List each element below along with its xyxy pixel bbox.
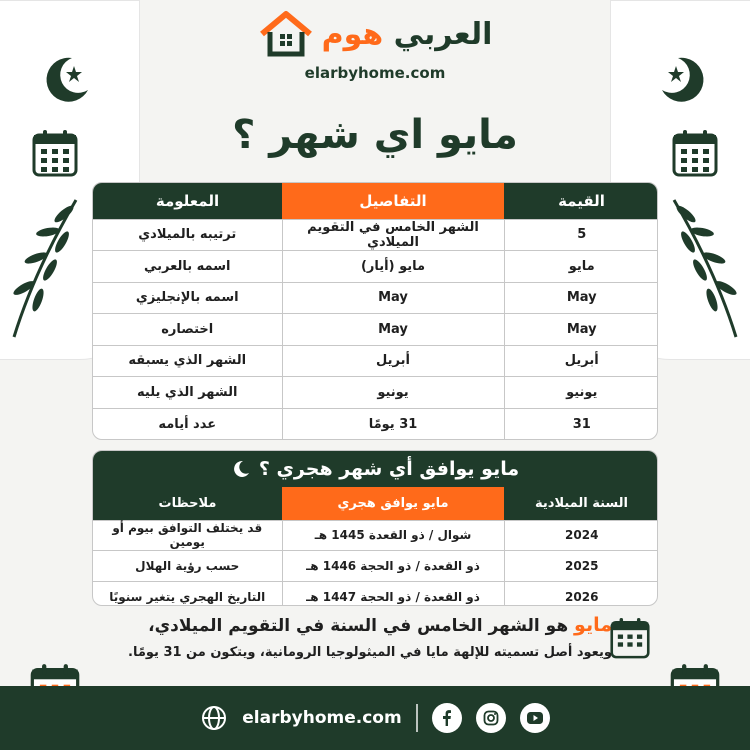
table-cell: ذو القعدة / ذو الحجة 1447 هـ <box>282 581 504 606</box>
table-cell: اسمه بالإنجليزي <box>93 282 282 314</box>
table-cell: 5 <box>504 219 658 251</box>
calendar-icon <box>610 616 650 660</box>
column-header-notes: ملاحظات <box>93 487 282 520</box>
column-header-details: التفاصيل <box>282 183 504 219</box>
column-header-hijri: مايو يوافق هجري <box>282 487 504 520</box>
table-row <box>93 282 658 314</box>
table-row <box>93 251 658 283</box>
footer <box>0 686 750 750</box>
footer-url[interactable]: elarbyhome.com <box>242 708 402 728</box>
table-cell: أبريل <box>282 345 504 377</box>
brand-name <box>322 17 493 52</box>
table-cell: الشهر الذي يليه <box>93 377 282 409</box>
hijri-table-title-text: مايو يوافق أي شهر هجري ؟ <box>258 458 520 480</box>
crescent-icon <box>231 459 251 479</box>
table-cell: يونيو <box>504 377 658 409</box>
instagram-icon[interactable] <box>476 703 506 733</box>
hijri-table <box>92 450 658 606</box>
page-title: مايو اي شهر ؟ <box>232 112 518 158</box>
table-cell: May <box>504 314 658 346</box>
description-line-1 <box>100 612 612 639</box>
column-header-year: السنة الميلادية <box>504 487 658 520</box>
table-cell: التاريخ الهجري يتغير سنويًا <box>93 581 282 606</box>
table-cell: 2026 <box>504 581 658 606</box>
column-header-info: المعلومة <box>93 183 282 219</box>
table-cell: May <box>504 282 658 314</box>
footer-divider <box>416 704 418 732</box>
table-cell: 31 يومًا <box>282 408 504 440</box>
table-cell: May <box>282 314 504 346</box>
table-cell: مايو <box>504 251 658 283</box>
month-info-table <box>92 182 658 440</box>
table-cell: عدد أيامه <box>93 408 282 440</box>
description <box>100 612 612 665</box>
hijri-table-title <box>93 451 657 487</box>
description-highlight: مايو <box>574 614 612 636</box>
table-cell: 31 <box>504 408 658 440</box>
table-cell: شوال / ذو القعدة 1445 هـ <box>282 520 504 551</box>
youtube-icon[interactable] <box>520 703 550 733</box>
description-line-1-text: هو الشهر الخامس في السنة في التقويم الميلادي، <box>148 616 575 636</box>
olive-branch-icon <box>4 192 84 342</box>
house-logo-icon <box>258 10 314 58</box>
description-line-2: ويعود أصل تسميته للإلهة مايا في الميثولوجيا الرومانية، ويتكون من 31 يومًا. <box>128 645 612 660</box>
table-cell: May <box>282 282 504 314</box>
table-row <box>93 345 658 377</box>
table-row <box>93 314 658 346</box>
table-cell: ذو القعدة / ذو الحجة 1446 هـ <box>282 551 504 582</box>
table-row <box>93 520 658 551</box>
brand-name-part2: هوم <box>321 16 384 52</box>
table-cell: 2025 <box>504 551 658 582</box>
table-cell: حسب رؤية الهلال <box>93 551 282 582</box>
table-cell: اسمه بالعربي <box>93 251 282 283</box>
olive-branch-icon <box>666 192 746 342</box>
table-cell: يونيو <box>282 377 504 409</box>
table-cell: ترتيبه بالميلادي <box>93 219 282 251</box>
table-row <box>93 551 658 582</box>
globe-icon <box>200 704 228 732</box>
table-cell: اختصاره <box>93 314 282 346</box>
table-row <box>93 581 658 606</box>
table-row <box>93 219 658 251</box>
table-cell: قد يختلف التوافق بيوم أو يومين <box>93 520 282 551</box>
table-cell: 2024 <box>504 520 658 551</box>
table-cell: الشهر الخامس في التقويم الميلادي <box>282 219 504 251</box>
brand-url: elarbyhome.com <box>304 64 446 82</box>
table-cell: مايو (أيار) <box>282 251 504 283</box>
facebook-icon[interactable] <box>432 703 462 733</box>
column-header-value: القيمة <box>504 183 658 219</box>
table-cell: أبريل <box>504 345 658 377</box>
brand-logo <box>0 10 750 82</box>
table-row <box>93 408 658 440</box>
table-cell: الشهر الذي يسبقه <box>93 345 282 377</box>
brand-name-part1: العربي <box>393 16 493 52</box>
table-row <box>93 377 658 409</box>
